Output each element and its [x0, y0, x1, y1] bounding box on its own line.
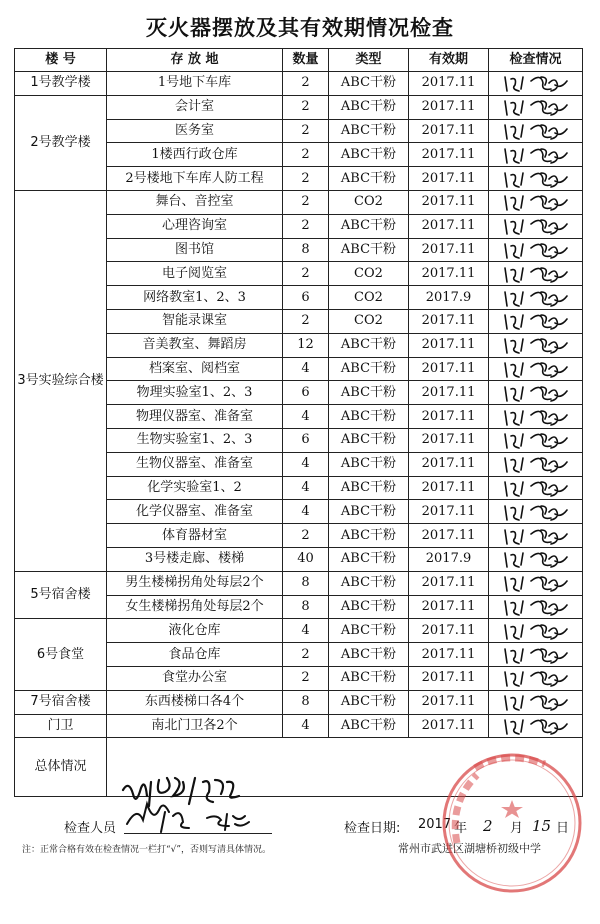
official-seal-icon [437, 748, 587, 898]
type-cell: ABC干粉 [329, 476, 409, 500]
quantity-cell: 2 [283, 262, 329, 286]
handwritten-check-icon [501, 478, 571, 498]
location-cell: 医务室 [107, 119, 283, 143]
expiry-cell: 2017.11 [409, 595, 489, 619]
quantity-cell: 6 [283, 428, 329, 452]
handwritten-check-icon [501, 454, 571, 474]
handwritten-check-icon [501, 121, 571, 141]
location-cell: 心理咨询室 [107, 214, 283, 238]
check-cell [489, 143, 583, 167]
check-cell [489, 286, 583, 310]
table-row [15, 619, 583, 643]
handwritten-check-icon [501, 430, 571, 450]
quantity-cell: 12 [283, 333, 329, 357]
check-cell [489, 333, 583, 357]
header-expiry: 有效期 [409, 49, 489, 72]
expiry-cell: 2017.11 [409, 500, 489, 524]
handwritten-check-icon [501, 526, 571, 546]
expiry-cell: 2017.11 [409, 143, 489, 167]
expiry-cell: 2017.11 [409, 405, 489, 429]
location-cell: 智能录课室 [107, 309, 283, 333]
check-cell [489, 428, 583, 452]
quantity-cell: 6 [283, 286, 329, 310]
building-cell: 6号食堂 [15, 619, 107, 690]
handwritten-check-icon [501, 597, 571, 617]
type-cell: CO2 [329, 190, 409, 214]
table-row [15, 72, 583, 96]
table-row [15, 714, 583, 738]
handwritten-check-icon [501, 216, 571, 236]
header-location: 存 放 地 [107, 49, 283, 72]
handwritten-check-icon [501, 573, 571, 593]
location-cell: 生物仪器室、准备室 [107, 452, 283, 476]
location-cell: 生物实验室1、2、3 [107, 428, 283, 452]
location-cell: 档案室、阅档室 [107, 357, 283, 381]
type-cell: ABC干粉 [329, 714, 409, 738]
location-cell: 物理仪器室、准备室 [107, 405, 283, 429]
location-cell: 1楼西行政仓库 [107, 143, 283, 167]
check-cell [489, 72, 583, 96]
type-cell: ABC干粉 [329, 357, 409, 381]
handwritten-check-icon [501, 407, 571, 427]
expiry-cell: 2017.11 [409, 452, 489, 476]
type-cell: ABC干粉 [329, 405, 409, 429]
check-cell [489, 595, 583, 619]
page-title: 灭火器摆放及其有效期情况检查 [146, 16, 454, 40]
check-cell [489, 309, 583, 333]
type-cell: ABC干粉 [329, 428, 409, 452]
footnote: 注：正常合格有效在检查情况一栏打“√”，否则写清具体情况。 [22, 845, 271, 855]
expiry-cell: 2017.11 [409, 72, 489, 96]
header-building: 楼 号 [15, 49, 107, 72]
expiry-cell: 2017.11 [409, 238, 489, 262]
check-cell [489, 190, 583, 214]
building-cell: 5号宿舍楼 [15, 571, 107, 619]
expiry-cell: 2017.11 [409, 714, 489, 738]
check-date-day: 15 [532, 817, 552, 835]
quantity-cell: 2 [283, 143, 329, 167]
expiry-cell: 2017.11 [409, 428, 489, 452]
check-cell [489, 238, 583, 262]
check-cell [489, 643, 583, 667]
inspector-underline [124, 833, 272, 834]
quantity-cell: 2 [283, 309, 329, 333]
header-type: 类型 [329, 49, 409, 72]
type-cell: ABC干粉 [329, 500, 409, 524]
location-cell: 化学仪器室、准备室 [107, 500, 283, 524]
quantity-cell: 4 [283, 476, 329, 500]
header-quantity: 数量 [283, 49, 329, 72]
check-cell [489, 452, 583, 476]
type-cell: ABC干粉 [329, 381, 409, 405]
building-cell: 3号实验综合楼 [15, 190, 107, 571]
table-header-row [15, 49, 583, 72]
quantity-cell: 2 [283, 666, 329, 690]
quantity-cell: 4 [283, 405, 329, 429]
type-cell: ABC干粉 [329, 452, 409, 476]
quantity-cell: 8 [283, 571, 329, 595]
handwritten-check-icon [501, 192, 571, 212]
handwritten-check-icon [501, 288, 571, 308]
signature-icon [115, 772, 275, 842]
expiry-cell: 2017.11 [409, 214, 489, 238]
location-cell: 南北门卫各2个 [107, 714, 283, 738]
handwritten-check-icon [501, 240, 571, 260]
check-cell [489, 119, 583, 143]
location-cell: 音美教室、舞蹈房 [107, 333, 283, 357]
type-cell: CO2 [329, 286, 409, 310]
type-cell: ABC干粉 [329, 643, 409, 667]
check-cell [489, 262, 583, 286]
location-cell: 图书馆 [107, 238, 283, 262]
handwritten-check-icon [501, 335, 571, 355]
handwritten-check-icon [501, 502, 571, 522]
location-cell: 3号楼走廊、楼梯 [107, 547, 283, 571]
header-check: 检查情况 [489, 49, 583, 72]
location-cell: 电子阅览室 [107, 262, 283, 286]
location-cell: 舞台、音控室 [107, 190, 283, 214]
handwritten-check-icon [501, 97, 571, 117]
handwritten-check-icon [501, 668, 571, 688]
type-cell: ABC干粉 [329, 619, 409, 643]
table-body [15, 72, 583, 738]
check-cell [489, 524, 583, 548]
location-cell: 物理实验室1、2、3 [107, 381, 283, 405]
type-cell: CO2 [329, 309, 409, 333]
location-cell: 会计室 [107, 95, 283, 119]
check-date-label: 检查日期: [344, 821, 401, 836]
type-cell: ABC干粉 [329, 238, 409, 262]
expiry-cell: 2017.11 [409, 690, 489, 714]
location-cell: 2号楼地下车库人防工程 [107, 167, 283, 191]
location-cell: 食品仓库 [107, 643, 283, 667]
expiry-cell: 2017.11 [409, 476, 489, 500]
table-row [15, 95, 583, 119]
quantity-cell: 4 [283, 714, 329, 738]
location-cell: 男生楼梯拐角处每层2个 [107, 571, 283, 595]
check-cell [489, 619, 583, 643]
type-cell: ABC干粉 [329, 214, 409, 238]
table-row [15, 690, 583, 714]
quantity-cell: 4 [283, 619, 329, 643]
expiry-cell: 2017.11 [409, 167, 489, 191]
handwritten-check-icon [501, 692, 571, 712]
expiry-cell: 2017.11 [409, 643, 489, 667]
location-cell: 化学实验室1、2 [107, 476, 283, 500]
quantity-cell: 8 [283, 690, 329, 714]
expiry-cell: 2017.11 [409, 524, 489, 548]
expiry-cell: 2017.11 [409, 119, 489, 143]
check-cell [489, 666, 583, 690]
check-cell [489, 571, 583, 595]
type-cell: ABC干粉 [329, 143, 409, 167]
quantity-cell: 4 [283, 357, 329, 381]
type-cell: ABC干粉 [329, 524, 409, 548]
type-cell: ABC干粉 [329, 595, 409, 619]
inspection-table [14, 48, 583, 797]
handwritten-check-icon [501, 145, 571, 165]
expiry-cell: 2017.11 [409, 357, 489, 381]
type-cell: CO2 [329, 262, 409, 286]
expiry-cell: 2017.11 [409, 190, 489, 214]
handwritten-check-icon [501, 311, 571, 331]
building-cell: 门卫 [15, 714, 107, 738]
check-cell [489, 476, 583, 500]
quantity-cell: 2 [283, 643, 329, 667]
type-cell: ABC干粉 [329, 72, 409, 96]
location-cell: 女生楼梯拐角处每层2个 [107, 595, 283, 619]
quantity-cell: 2 [283, 167, 329, 191]
expiry-cell: 2017.11 [409, 333, 489, 357]
check-cell [489, 357, 583, 381]
type-cell: ABC干粉 [329, 690, 409, 714]
check-date-year-unit: 年 [454, 821, 468, 836]
check-cell [489, 714, 583, 738]
handwritten-check-icon [501, 383, 571, 403]
building-cell: 2号教学楼 [15, 95, 107, 190]
table-row [15, 190, 583, 214]
expiry-cell: 2017.11 [409, 571, 489, 595]
type-cell: ABC干粉 [329, 547, 409, 571]
expiry-cell: 2017.11 [409, 262, 489, 286]
location-cell: 液化仓库 [107, 619, 283, 643]
quantity-cell: 2 [283, 524, 329, 548]
quantity-cell: 2 [283, 95, 329, 119]
check-cell [489, 381, 583, 405]
handwritten-check-icon [501, 73, 571, 93]
quantity-cell: 6 [283, 381, 329, 405]
check-date-year: 2017 [418, 817, 452, 832]
quantity-cell: 2 [283, 119, 329, 143]
type-cell: ABC干粉 [329, 666, 409, 690]
quantity-cell: 2 [283, 72, 329, 96]
check-date-month-unit: 月 [510, 821, 524, 836]
quantity-cell: 2 [283, 190, 329, 214]
handwritten-check-icon [501, 549, 571, 569]
expiry-cell: 2017.11 [409, 619, 489, 643]
check-cell [489, 405, 583, 429]
location-cell: 1号地下车库 [107, 72, 283, 96]
type-cell: ABC干粉 [329, 119, 409, 143]
building-cell: 1号教学楼 [15, 72, 107, 96]
expiry-cell: 2017.9 [409, 286, 489, 310]
type-cell: ABC干粉 [329, 571, 409, 595]
expiry-cell: 2017.9 [409, 547, 489, 571]
inspector-label: 检查人员 [64, 821, 117, 836]
expiry-cell: 2017.11 [409, 666, 489, 690]
quantity-cell: 40 [283, 547, 329, 571]
type-cell: ABC干粉 [329, 167, 409, 191]
check-cell [489, 547, 583, 571]
location-cell: 东西楼梯口各4个 [107, 690, 283, 714]
handwritten-check-icon [501, 359, 571, 379]
handwritten-check-icon [501, 264, 571, 284]
school-name: 常州市武进区湖塘桥初级中学 [398, 842, 541, 855]
check-date-month: 2 [483, 817, 493, 835]
expiry-cell: 2017.11 [409, 381, 489, 405]
expiry-cell: 2017.11 [409, 95, 489, 119]
handwritten-check-icon [501, 716, 571, 736]
location-cell: 网络教室1、2、3 [107, 286, 283, 310]
type-cell: ABC干粉 [329, 333, 409, 357]
handwritten-check-icon [501, 621, 571, 641]
summary-label: 总体情况 [15, 738, 107, 797]
location-cell: 食堂办公室 [107, 666, 283, 690]
check-cell [489, 500, 583, 524]
building-cell: 7号宿舍楼 [15, 690, 107, 714]
check-date-day-unit: 日 [556, 821, 570, 836]
check-cell [489, 690, 583, 714]
quantity-cell: 2 [283, 214, 329, 238]
quantity-cell: 4 [283, 452, 329, 476]
location-cell: 体育器材室 [107, 524, 283, 548]
check-cell [489, 95, 583, 119]
table-row [15, 571, 583, 595]
quantity-cell: 8 [283, 595, 329, 619]
expiry-cell: 2017.11 [409, 309, 489, 333]
check-cell [489, 214, 583, 238]
type-cell: ABC干粉 [329, 95, 409, 119]
handwritten-check-icon [501, 169, 571, 189]
quantity-cell: 8 [283, 238, 329, 262]
quantity-cell: 4 [283, 500, 329, 524]
handwritten-check-icon [501, 645, 571, 665]
check-cell [489, 167, 583, 191]
